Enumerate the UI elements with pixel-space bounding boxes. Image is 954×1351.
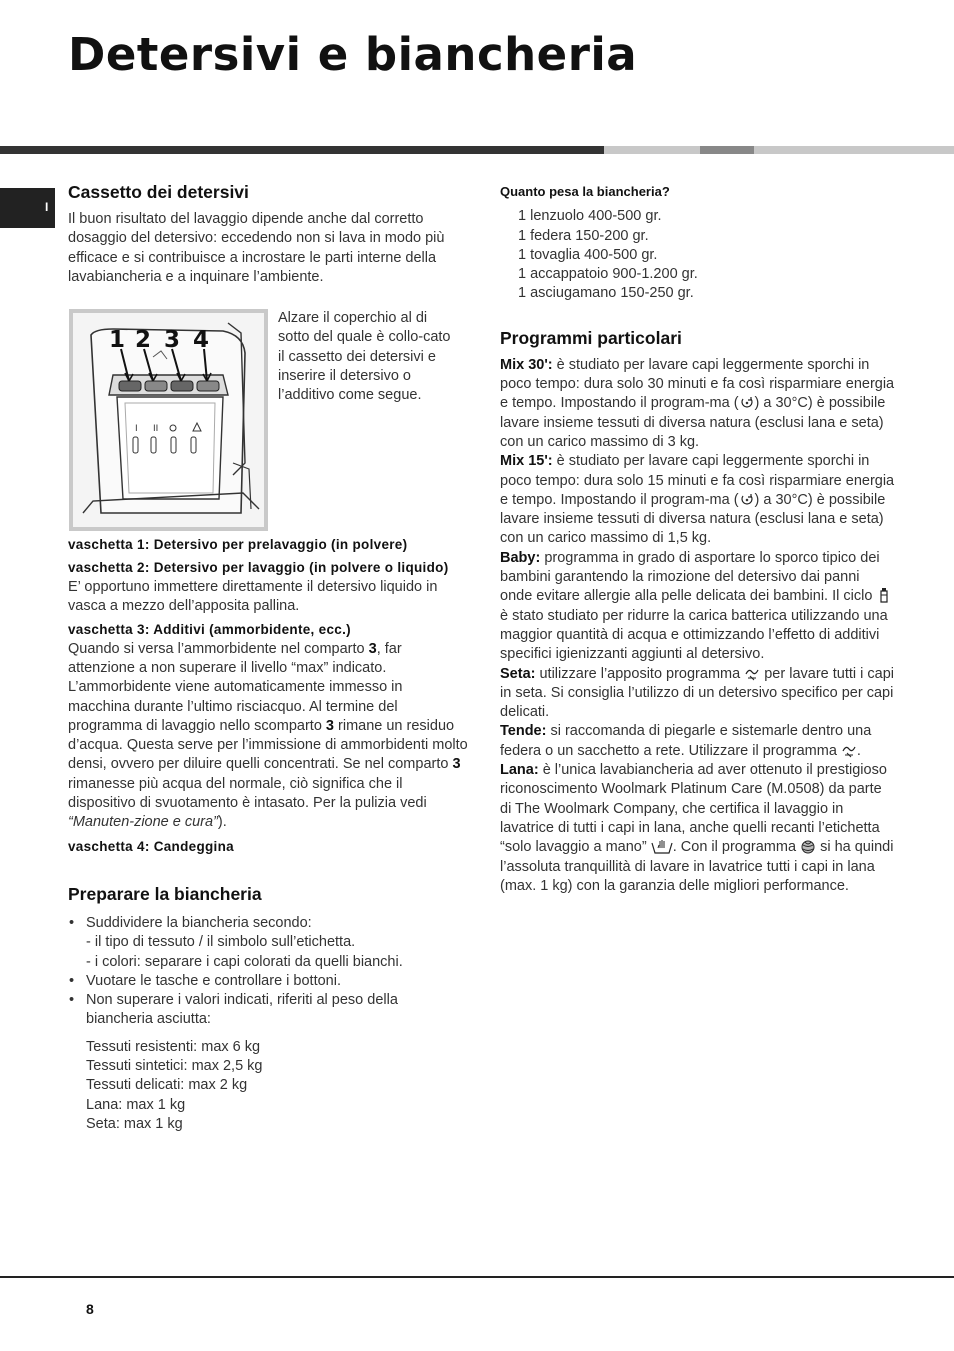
list-item: • Vuotare le tasche e controllare i bottoni. <box>68 972 468 991</box>
drawer-figure-block <box>68 309 468 535</box>
figure-label-4: 4 <box>193 327 210 354</box>
baby-bottle-icon <box>876 588 892 603</box>
program-tende: Tende: si raccomanda di piegarle e sistemarle dentro una federa o un sacchetto a rete. Utilizzare il programma . <box>500 723 872 759</box>
weight-limit-item: Tessuti resistenti: max 6 kg <box>86 1038 261 1055</box>
vaschetta-4-heading: vaschetta 4: Candeggina <box>68 838 234 854</box>
mix-program-icon <box>739 395 755 410</box>
item-weight: 1 accappatoio 900-1.200 gr. <box>518 266 698 283</box>
figure-caption: Alzare il coperchio al di sotto del quale è collo-cato il cassetto dei detersivi e inserire il detersivo o l’additivo come segue. <box>278 310 451 404</box>
vaschetta-3-text: Quando si versa l’ammorbidente nel comparto 3, far attenzione a non superare il livello “max” indicato. L’ammorbidente viene automaticamente immesso in macchina durante l’ultimo risciacquo. Al termine del programma di lavaggio nello scomparto 3 rimane un residuo d’acqua. Questa serve per l’immissione di ammorbidenti molto densi, ovvero per diluire quelli concentrati. Se nel comparto 3 rimanesse più acqua del normale, ciò significa che il dispositivo di svuotamento è intasato. Per la pulizia vedi “Manuten-zione e cura”). <box>68 640 468 831</box>
list-item: • Suddividere la biancheria secondo: <box>68 914 468 933</box>
list-subitem: - il tipo di tessuto / il simbolo sull’etichetta. <box>86 934 356 951</box>
program-lana: Lana: è l’unica lavabiancheria ad aver ottenuto il prestigioso riconoscimento Woolmark Platinum Care (M.0508) da parte di The Woolmark Company, che certifica il lavaggio in lavatrice di tutti i capi in lana, anche quelli recanti l’etichetta “solo lavaggio a mano” . Con il programma si ha quindi l’assoluta tranquillità di lavare in lavatrice tutti i capi in lana (max. 1 kg) con la garanzia delle migliori performance. <box>500 762 894 894</box>
language-tab: I <box>0 188 55 228</box>
right-column <box>500 180 895 896</box>
weights-heading: Quanto pesa la biancheria? <box>500 184 670 199</box>
vaschetta-2-text: E’ opportuno immettere direttamente il detersivo liquido in vasca a mezzo dell’apposita pallina. <box>68 578 438 615</box>
preparare-list <box>68 914 468 1030</box>
figure-label-1: 1 <box>109 327 126 354</box>
item-weight: 1 lenzuolo 400-500 gr. <box>518 208 662 225</box>
header-divider-light-end <box>754 146 954 154</box>
header-divider-mid <box>700 146 754 154</box>
wool-program-icon <box>800 839 816 854</box>
weight-limit-item: Tessuti sintetici: max 2,5 kg <box>86 1058 263 1075</box>
section-heading-programmi: Programmi particolari <box>500 327 682 348</box>
weight-limits <box>68 1038 468 1134</box>
item-weights-list <box>500 207 895 303</box>
header-divider-light <box>604 146 700 154</box>
program-seta: Seta: utilizzare l’apposito programma per lavare tutti i capi in seta. Si consiglia l’utilizzo di un detersivo specifico per capi delicati. <box>500 665 894 721</box>
footer-divider <box>0 1276 954 1278</box>
weight-limit-item: Tessuti delicati: max 2 kg <box>86 1077 248 1094</box>
vaschetta-1-heading: vaschetta 1: Detersivo per prelavaggio (in polvere) <box>68 537 408 553</box>
vaschetta-3-heading: vaschetta 3: Additivi (ammorbidente, ecc.) <box>68 622 351 638</box>
weight-limit-item: Seta: max 1 kg <box>86 1115 183 1132</box>
item-weight: 1 tovaglia 400-500 gr. <box>518 246 658 263</box>
mix-program-icon <box>739 492 755 507</box>
header-divider <box>0 146 604 154</box>
curtain-program-icon <box>841 743 857 758</box>
list-subitem: - i colori: separare i capi colorati da quelli bianchi. <box>86 953 403 970</box>
page-number: 8 <box>86 1301 94 1317</box>
list-item: • Non superare i valori indicati, riferiti al peso della biancheria asciutta: <box>68 991 468 1030</box>
item-weight: 1 federa 150-200 gr. <box>518 227 649 244</box>
section-heading-cassetto: Cassetto dei detersivi <box>68 182 249 202</box>
program-baby: Baby: programma in grado di asportare lo sporco tipico dei bambini garantendo la rimozione del detersivo dai panni onde evitare allergie alla pelle delicata dei bambini. Il ciclo è stato studiato per ridurre la carica batterica utilizzando una maggior quantità di acqua e ottimizzando l’effetto di additivi specifici igienizzanti aggiunti al detersivo. <box>500 549 895 665</box>
left-column <box>68 180 468 1134</box>
item-weight: 1 asciugamano 150-250 gr. <box>518 285 694 302</box>
cross-reference: “Manuten-zione e cura” <box>68 814 218 831</box>
figure-label-3: 3 <box>164 327 181 354</box>
vaschetta-2-heading: vaschetta 2: Detersivo per lavaggio (in polvere o liquido) <box>68 560 449 576</box>
cassetto-intro: Il buon risultato del lavaggio dipende anche dal corretto dosaggio del detersivo: eccedendo non si lava in modo più efficace e si contribuisce a incrostare le parti interne della lavabiancheria e a inquinare l’ambiente. <box>68 211 445 285</box>
hand-wash-icon <box>651 839 673 854</box>
silk-program-icon <box>744 666 760 681</box>
page-title: Detersivi e biancheria <box>68 28 638 81</box>
section-heading-preparare: Preparare la biancheria <box>68 883 262 904</box>
svg-text:II: II <box>153 424 159 435</box>
detergent-drawer-illustration <box>69 309 268 531</box>
figure-label-2: 2 <box>135 327 152 354</box>
program-mix15: Mix 15': è studiato per lavare capi leggermente sporchi in poco tempo: dura solo 15 minuti e fa così risparmiare energia e tempo. Impostando il program-ma ( ) a 30°C) è possibile lavare insieme tessuti di diversa natura (esclusi lana e seta) con un carico massimo di 1,5 kg. <box>500 453 895 547</box>
drawer-diagram <box>73 313 264 527</box>
svg-text:I: I <box>135 424 138 435</box>
program-mix30: Mix 30': è studiato per lavare capi leggermente sporchi in poco tempo: dura solo 30 minuti e fa così risparmiare energia e tempo. Impostando il program-ma ( ) a 30°C) è possibile lavare insieme tessuti di diversa natura (esclusi lana e seta) con un carico massimo di 3 kg. <box>500 356 895 450</box>
weight-limit-item: Lana: max 1 kg <box>86 1096 186 1113</box>
